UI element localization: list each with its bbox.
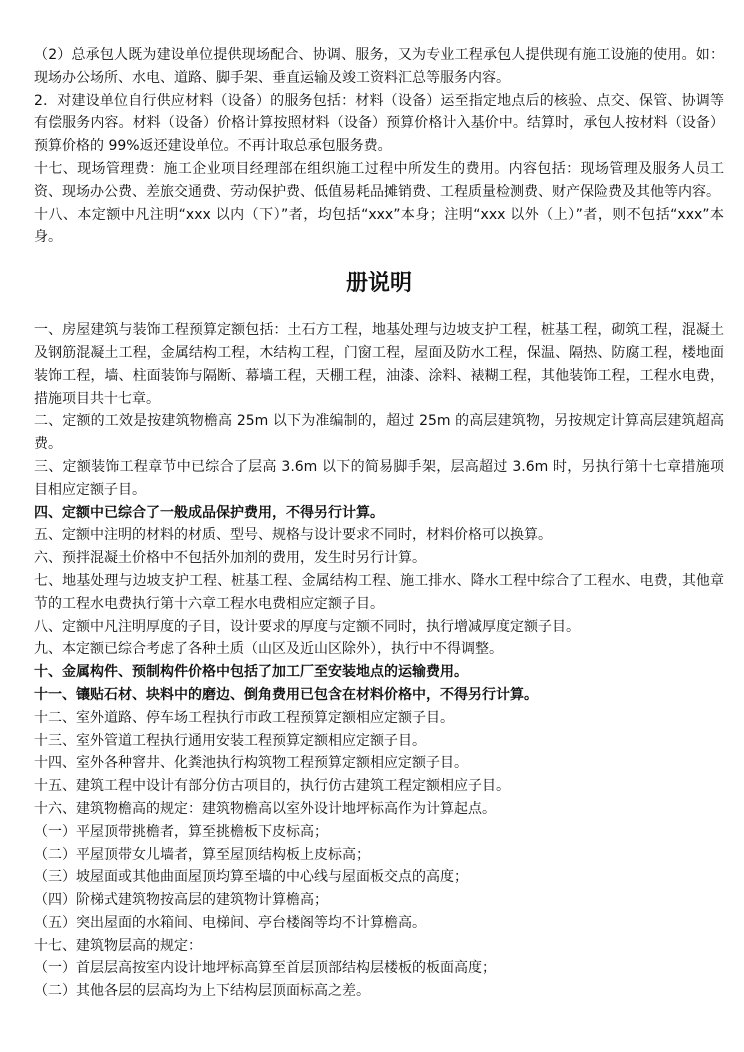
paragraph: （五）突出屋面的水箱间、电梯间、亭台楼阁等均不计算檐高。 (34, 914, 426, 931)
top-section (34, 44, 724, 249)
paragraph: 一、房屋建筑与装饰工程预算定额包括：土石方工程，地基处理与边坡支护工程，桩基工程，砌筑工程，混凝土及钢筋混凝土工程，金属结构工程，木结构工程，门窗工程，屋面及防水工程，保温、隔热、防腐工程，楼地面装饰工程，墙、柱面装饰与隔断、幕墙工程，天棚工程，油漆、涂料、裱糊工程，其他装饰工程，工程水电费，措施项目共十七章。 (34, 322, 724, 407)
paragraph: （一）首层层高按室内设计地坪标高算至首层顶部结构层楼板的板面高度； (34, 960, 496, 977)
paragraph: 二、定额的工效是按建筑物檐高 25m 以下为准编制的，超过 25m 的高层建筑物，另按规定计算高层建筑超高费。 (34, 413, 724, 453)
paragraph: （二）平屋顶带女儿墙者，算至屋顶结构板上皮标高； (34, 846, 370, 863)
paragraph: 十、金属构件、预制构件价格中包括了加工厂至安装地点的运输费用。 (34, 664, 468, 681)
paragraph: （四）阶梯式建筑物按高层的建筑物计算檐高； (34, 892, 328, 909)
paragraph: 十五、建筑工程中设计有部分仿古项目的，执行仿古建筑工程定额相应子目。 (34, 778, 510, 795)
paragraph: （一）平屋顶带挑檐者，算至挑檐板下皮标高； (34, 823, 328, 840)
paragraph: 十一、镶贴石材、块料中的磨边、倒角费用已包含在材料价格中，不得另行计算。 (34, 686, 538, 703)
paragraph: 十三、室外管道工程执行通用安装工程预算定额相应定额子目。 (34, 732, 426, 749)
paragraph: 十六、建筑物檐高的规定：建筑物檐高以室外设计地坪标高作为计算起点。 (34, 800, 496, 817)
paragraph: （二）其他各层的层高均为上下结构层顶面标高之差。 (34, 983, 370, 1000)
section-title: 册说明 (345, 271, 412, 297)
paragraph: 十七、现场管理费：施工企业项目经理部在组织施工过程中所发生的费用。内容包括：现场管理及服务人员工资、现场办公费、差旅交通费、劳动保护费、低值易耗品摊销费、工程质量检测费、财产保险费及其他等内容。 (34, 160, 724, 200)
paragraph: 2．对建设单位自行供应材料（设备）的服务包括：材料（设备）运至指定地点后的核验、点交、保管、协调等有偿服务内容。材料（设备）价格计算按照材料（设备）预算价格计入基价中。结算时，承包人按材料（设备）预算价格的 99%返还建设单位。不再计取总承包服务费。 (34, 92, 724, 155)
paragraph: 十四、室外各种窨井、化粪池执行构筑物工程预算定额相应定额子目。 (34, 755, 468, 772)
paragraph: 九、本定额已综合考虑了各种土质（山区及近山区除外），执行中不得调整。 (34, 641, 503, 658)
document-page (34, 44, 724, 1003)
paragraph: （2）总承包人既为建设单位提供现场配合、协调、服务，又为专业工程承包人提供现有施工设施的使用。如：现场办公场所、水电、道路、脚手架、垂直运输及竣工资料汇总等服务内容。 (34, 47, 724, 86)
paragraph: （三）坡屋面或其他曲面屋顶均算至墙的中心线与屋面板交点的高度； (34, 869, 468, 886)
paragraph: 七、地基处理与边坡支护工程、桩基工程、金属结构工程、施工排水、降水工程中综合了工程水、电费，其他章节的工程水电费执行第十六章工程水电费相应定额子目。 (34, 572, 724, 612)
paragraph: 五、定额中注明的材料的材质、型号、规格与设计要求不同时，材料价格可以换算。 (34, 527, 552, 544)
paragraph: 十八、本定额中凡注明“xxx 以内（下）”者，均包括“xxx”本身；注明“xxx 以外（上）”者，则不包括“xxx”本身。 (34, 206, 724, 246)
paragraph: 六、预拌混凝土价格中不包括外加剂的费用，发生时另行计算。 (34, 550, 426, 567)
paragraph: 十二、室外道路、停车场工程执行市政工程预算定额相应定额子目。 (34, 709, 454, 726)
paragraph: 四、定额中已综合了一般成品保护费用，不得另行计算。 (34, 504, 384, 521)
paragraph: 八、定额中凡注明厚度的子目，设计要求的厚度与定额不同时，执行增减厚度定额子目。 (34, 618, 580, 635)
paragraph: 三、定额装饰工程章节中已综合了层高 3.6m 以下的简易脚手架，层高超过 3.6m 时，另执行第十七章措施项目相应定额子目。 (34, 458, 724, 498)
paragraph: 十七、建筑物层高的规定： (34, 937, 202, 954)
main-section (34, 319, 724, 1003)
